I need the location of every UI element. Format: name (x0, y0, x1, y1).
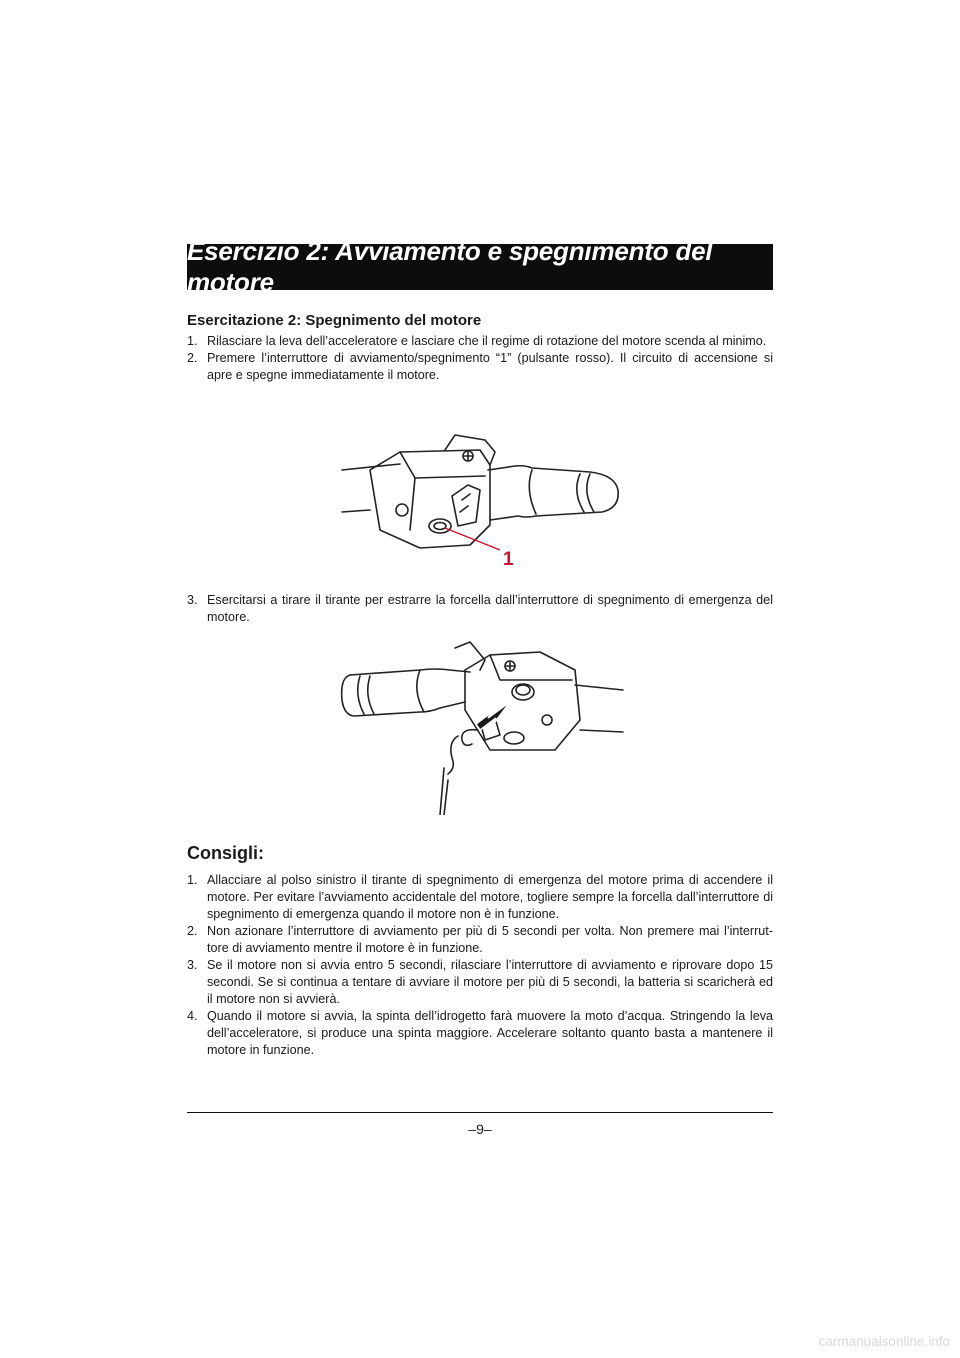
callout-label: 1 (503, 549, 514, 570)
handlebar-emergency-cord-illustration (340, 640, 625, 815)
list-item: 1. Rilasciare la leva dell’acceleratore e lasciare che il regime di rotazione del motore scenda al minimo. (187, 334, 767, 348)
pull-arrow-icon (476, 702, 510, 730)
chapter-title-banner (187, 236, 773, 297)
list-item: 4. Quando il motore si avvia, la spinta dell’idrogetto farà muovere la moto d’acqua. Stringendo la leva dell’acceleratore, si produce una spinta maggiore. Accelerare soltanto quanto basta a mantenere il motore in funzione. (187, 1009, 773, 1057)
section-heading: Esercitazione 2: Spegnimento del motore (187, 312, 482, 329)
page-number: –9– (468, 1121, 492, 1137)
section-emergency-cord (187, 592, 773, 626)
list-item: 2. Non azionare l’interruttore di avviamento per più di 5 secondi per volta. Non premere mai l’interrut-tore di avviamento mentre il motore è in funzione. (187, 924, 773, 955)
steps-list (187, 333, 773, 384)
chapter-title: Esercizio 2: Avviamento e spegnimento del motore (187, 236, 713, 297)
list-item: 1. Allacciare al polso sinistro il tirante di spegnimento di emergenza del motore prima di accendere il motore. Per evitare l’avviamento accidentale del motore, togliere sempre la forcella dall’interruttore di spegnimento di emergenza quando il motore non è in funzione. (187, 873, 773, 921)
tips-heading: Consigli: (187, 843, 264, 863)
tips-section (187, 843, 773, 1059)
list-item: 3. Se il motore non si avvia entro 5 secondi, rilasciare l’interruttore di avviamento e riprovare dopo 15 secondi. Se si continua a tentare di avviare il motore per più di 5 secondi, la batteria si scaricherà ed il motore non si avvierà. (187, 958, 773, 1006)
list-item: 3. Esercitarsi a tirare il tirante per estrarre la forcella dall’interruttore di spegnimento di emergenza del motore. (187, 593, 773, 624)
handlebar-stop-switch-illustration (340, 430, 630, 575)
tips-list (187, 872, 773, 1059)
steps-list (187, 592, 773, 626)
section-stop-engine (187, 312, 773, 384)
watermark: carmanualsonline.info (818, 1334, 950, 1349)
list-item: 2. Premere l’interruttore di avviamento/spegnimento “1” (pulsante rosso). Il circuito di accensione si apre e spegne immediatamente il motore. (187, 351, 773, 382)
footer-divider (187, 1112, 773, 1113)
